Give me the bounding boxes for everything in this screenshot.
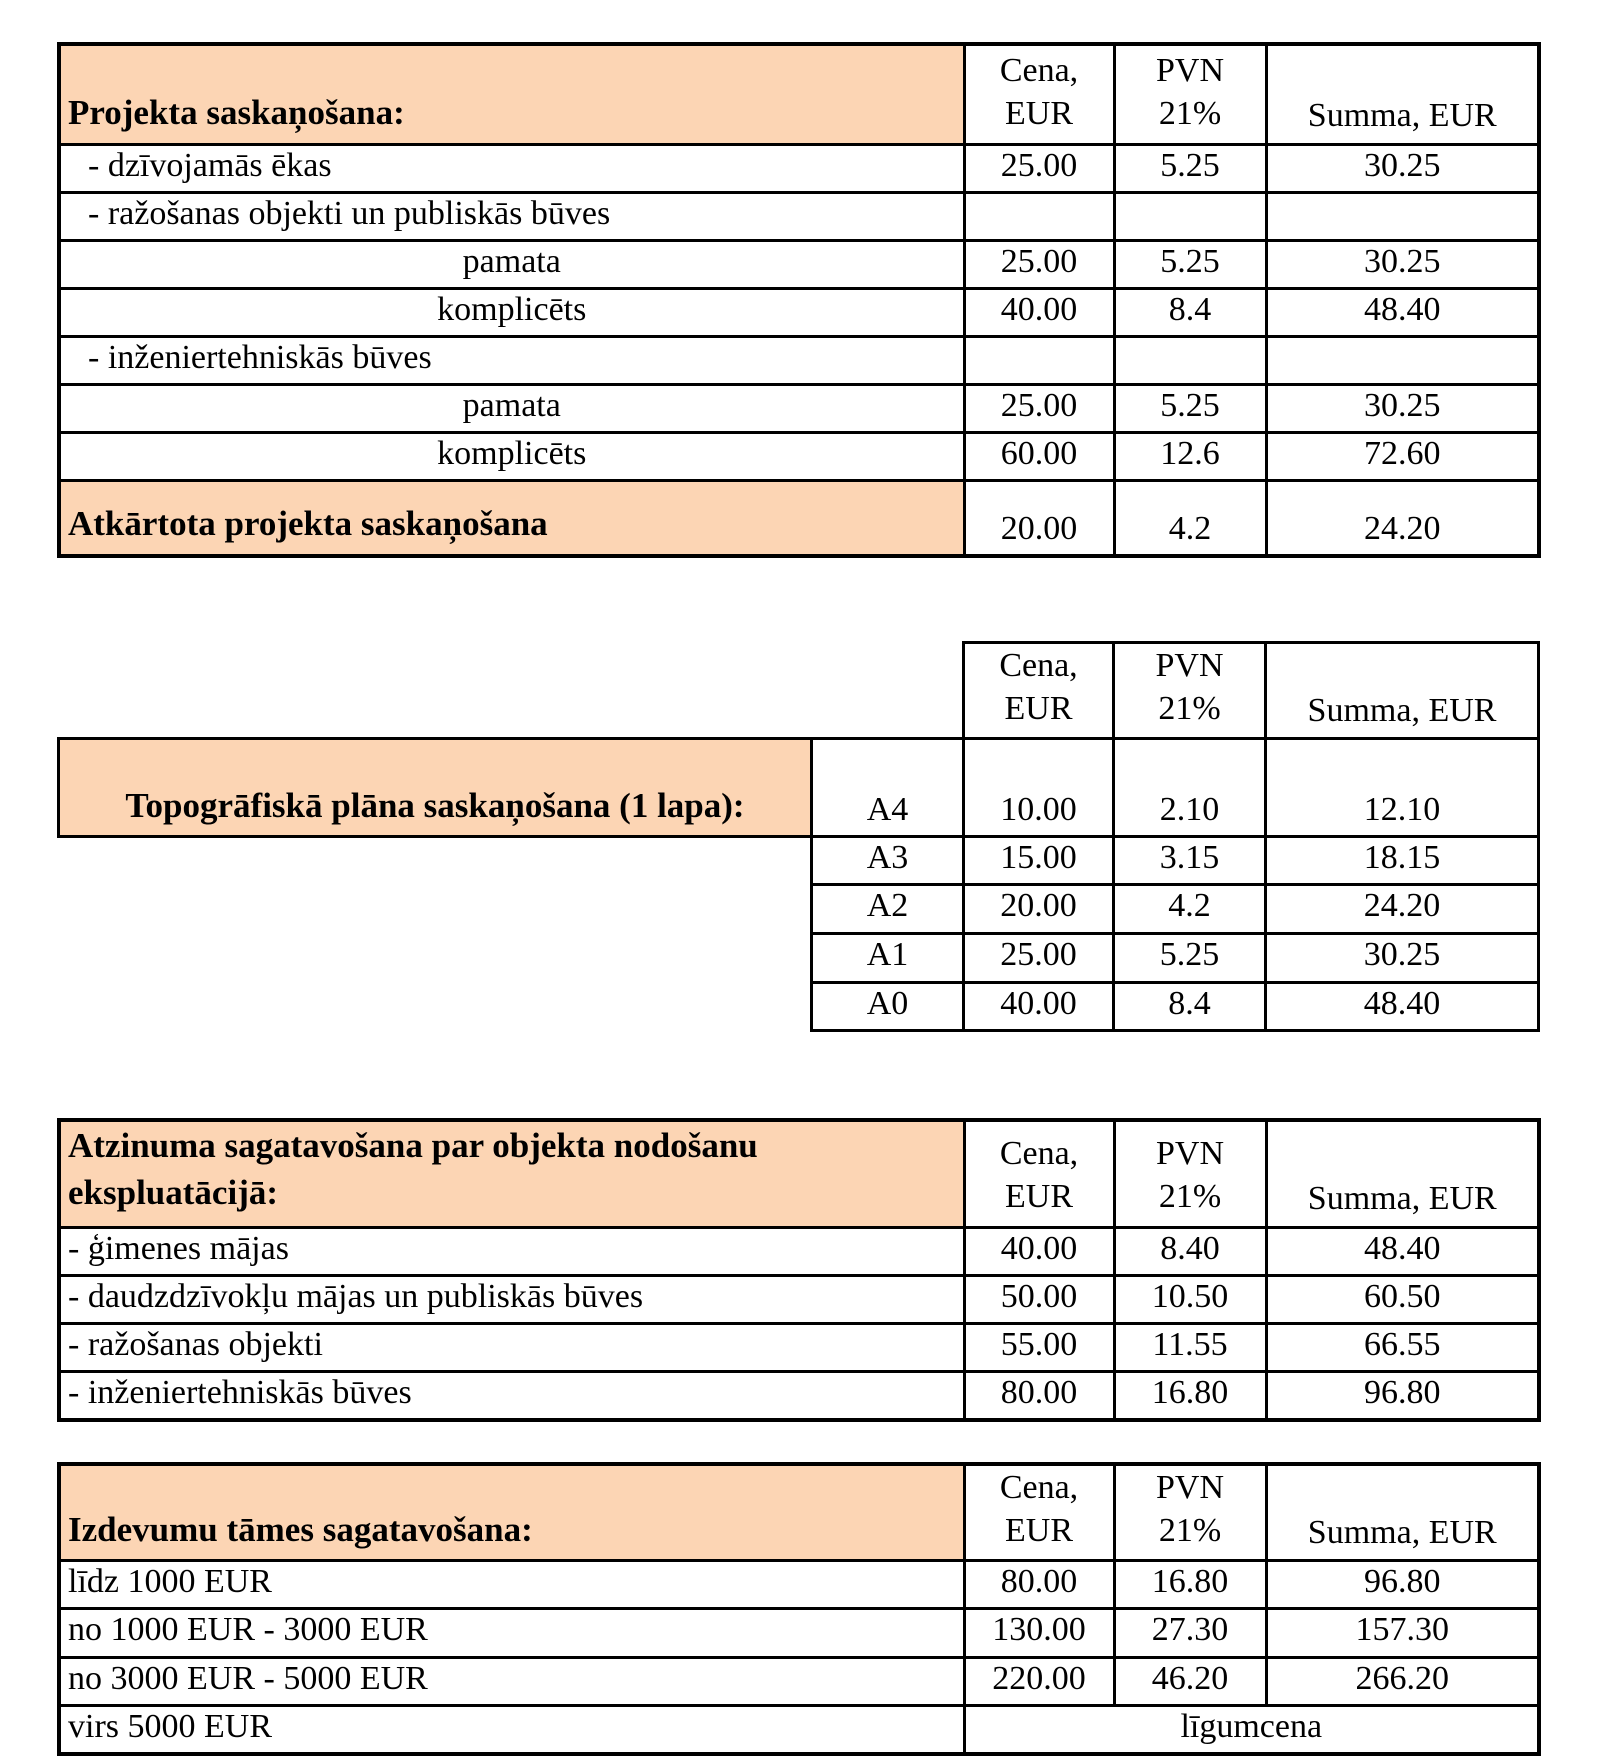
cena-value bbox=[964, 192, 1114, 240]
format-value: A1 bbox=[812, 933, 964, 982]
topografiska-plana-table bbox=[57, 641, 1540, 1032]
cena-value: 25.00 bbox=[964, 384, 1114, 432]
table-row bbox=[59, 1275, 1539, 1323]
row-label: - ražošanas objekti un publiskās būves bbox=[59, 192, 964, 240]
table-row bbox=[59, 933, 1539, 982]
summa-value: 24.20 bbox=[1266, 885, 1539, 933]
table-row bbox=[59, 1705, 1539, 1754]
col-header-pvn-line1: PVN bbox=[1155, 52, 1225, 90]
col-header-cena bbox=[964, 643, 1114, 739]
table-row bbox=[59, 739, 1539, 837]
table-row bbox=[59, 384, 1539, 432]
col-header-cena bbox=[964, 1120, 1114, 1227]
table-row bbox=[59, 1609, 1539, 1657]
table-row bbox=[59, 1657, 1539, 1705]
empty-space bbox=[59, 933, 812, 982]
row-label: - inženiertehniskās būves bbox=[59, 336, 964, 384]
cena-value: 20.00 bbox=[964, 481, 1114, 556]
table-row bbox=[59, 240, 1539, 288]
row-label: - ražošanas objekti bbox=[59, 1323, 964, 1371]
section-title-line1: Atzinuma sagatavošana par objekta nodošanu bbox=[68, 1126, 758, 1166]
row-label: - ģimenes mājas bbox=[59, 1227, 964, 1275]
pvn-value: 2.10 bbox=[1114, 739, 1266, 837]
summa-value: 66.55 bbox=[1266, 1323, 1539, 1371]
pvn-value bbox=[1114, 192, 1266, 240]
empty-space bbox=[812, 643, 964, 739]
summa-value: 48.40 bbox=[1266, 982, 1539, 1030]
cena-value: 40.00 bbox=[964, 288, 1114, 336]
cena-value: 50.00 bbox=[964, 1275, 1114, 1323]
merged-price-value: līgumcena bbox=[964, 1705, 1539, 1754]
section-title bbox=[59, 1120, 964, 1227]
table-row bbox=[59, 192, 1539, 240]
pvn-value bbox=[1114, 336, 1266, 384]
summa-value bbox=[1266, 192, 1539, 240]
empty-space bbox=[59, 982, 812, 1030]
pvn-value: 12.6 bbox=[1114, 433, 1266, 481]
summa-value bbox=[1266, 336, 1539, 384]
summa-value: 96.80 bbox=[1266, 1371, 1539, 1420]
section-title: Projekta saskaņošana: bbox=[59, 44, 964, 144]
table-header-row bbox=[59, 1464, 1539, 1561]
summa-value: 30.25 bbox=[1266, 933, 1539, 982]
col-header-cena-line1: Cena, bbox=[999, 1469, 1079, 1506]
table-row bbox=[59, 433, 1539, 481]
pvn-value: 8.4 bbox=[1114, 288, 1266, 336]
cena-value: 80.00 bbox=[964, 1561, 1114, 1609]
empty-space bbox=[59, 837, 812, 885]
col-header-pvn bbox=[1114, 643, 1266, 739]
projekta-saskanosana-table bbox=[57, 42, 1541, 558]
col-header-pvn bbox=[1114, 44, 1266, 144]
pvn-value: 10.50 bbox=[1114, 1275, 1266, 1323]
col-header-summa: Summa, EUR bbox=[1266, 1120, 1539, 1227]
col-header-pvn-line2: 21% bbox=[1158, 1512, 1222, 1550]
col-header-pvn-line2: 21% bbox=[1158, 690, 1221, 728]
cena-value: 25.00 bbox=[964, 144, 1114, 192]
row-label: pamata bbox=[59, 240, 964, 288]
table-header-row bbox=[59, 1120, 1539, 1227]
col-header-cena-line1: Cena, bbox=[999, 647, 1078, 684]
col-header-pvn-line2: 21% bbox=[1158, 1178, 1222, 1216]
table-row bbox=[59, 982, 1539, 1030]
col-header-pvn bbox=[1114, 1120, 1266, 1227]
cena-value: 40.00 bbox=[964, 982, 1114, 1030]
format-value: A2 bbox=[812, 885, 964, 933]
col-header-summa: Summa, EUR bbox=[1266, 1464, 1539, 1561]
table-footer-row bbox=[59, 481, 1539, 556]
col-header-summa: Summa, EUR bbox=[1266, 643, 1539, 739]
pvn-value: 46.20 bbox=[1114, 1657, 1266, 1705]
table-row bbox=[59, 1561, 1539, 1609]
col-header-cena-line1: Cena, bbox=[999, 1135, 1079, 1173]
pvn-value: 4.2 bbox=[1114, 885, 1266, 933]
atzinuma-table bbox=[57, 1118, 1541, 1422]
pvn-value: 3.15 bbox=[1114, 837, 1266, 885]
col-header-cena bbox=[964, 1464, 1114, 1561]
table-header-row bbox=[59, 643, 1539, 739]
cena-value: 25.00 bbox=[964, 933, 1114, 982]
section-title: Izdevumu tāmes sagatavošana: bbox=[59, 1464, 964, 1561]
col-header-cena-line1: Cena, bbox=[999, 52, 1079, 90]
col-header-cena-line2: EUR bbox=[1005, 1178, 1073, 1216]
format-value: A4 bbox=[812, 739, 964, 837]
col-header-cena-line2: EUR bbox=[1005, 95, 1073, 133]
col-header-cena-line2: EUR bbox=[1005, 1512, 1073, 1550]
format-value: A0 bbox=[812, 982, 964, 1030]
empty-space bbox=[59, 643, 812, 739]
cena-value: 15.00 bbox=[964, 837, 1114, 885]
table-row bbox=[59, 885, 1539, 933]
izdevumu-tames-table bbox=[57, 1462, 1541, 1756]
col-header-pvn-line1: PVN bbox=[1155, 1135, 1225, 1173]
table-row bbox=[59, 1227, 1539, 1275]
col-header-pvn bbox=[1114, 1464, 1266, 1561]
col-header-pvn-line1: PVN bbox=[1155, 647, 1224, 684]
pvn-value: 8.40 bbox=[1114, 1227, 1266, 1275]
section-title-line2: ekspluatācijā: bbox=[68, 1172, 278, 1212]
pvn-value: 4.2 bbox=[1114, 481, 1266, 556]
empty-space bbox=[59, 885, 812, 933]
table-row bbox=[59, 837, 1539, 885]
cena-value: 55.00 bbox=[964, 1323, 1114, 1371]
cena-value: 10.00 bbox=[964, 739, 1114, 837]
cena-value: 20.00 bbox=[964, 885, 1114, 933]
pvn-value: 5.25 bbox=[1114, 144, 1266, 192]
pvn-value: 16.80 bbox=[1114, 1561, 1266, 1609]
pvn-value: 5.25 bbox=[1114, 933, 1266, 982]
col-header-cena bbox=[964, 44, 1114, 144]
summa-value: 60.50 bbox=[1266, 1275, 1539, 1323]
row-label: virs 5000 EUR bbox=[59, 1705, 964, 1754]
col-header-pvn-line2: 21% bbox=[1158, 95, 1222, 133]
summa-value: 30.25 bbox=[1266, 144, 1539, 192]
row-label: - inženiertehniskās būves bbox=[59, 1371, 964, 1420]
summa-value: 18.15 bbox=[1266, 837, 1539, 885]
row-label: - dzīvojamās ēkas bbox=[59, 144, 964, 192]
summa-value: 48.40 bbox=[1266, 288, 1539, 336]
summa-value: 157.30 bbox=[1266, 1609, 1539, 1657]
pvn-value: 27.30 bbox=[1114, 1609, 1266, 1657]
pvn-value: 11.55 bbox=[1114, 1323, 1266, 1371]
cena-value: 40.00 bbox=[964, 1227, 1114, 1275]
pvn-value: 5.25 bbox=[1114, 384, 1266, 432]
row-label: pamata bbox=[59, 384, 964, 432]
table-row bbox=[59, 288, 1539, 336]
section-title: Topogrāfiskā plāna saskaņošana (1 lapa): bbox=[59, 739, 812, 837]
pvn-value: 8.4 bbox=[1114, 982, 1266, 1030]
col-header-cena-line2: EUR bbox=[1004, 690, 1073, 728]
table-row bbox=[59, 1371, 1539, 1420]
row-label: līdz 1000 EUR bbox=[59, 1561, 964, 1609]
summa-value: 266.20 bbox=[1266, 1657, 1539, 1705]
cena-value: 25.00 bbox=[964, 240, 1114, 288]
summa-value: 96.80 bbox=[1266, 1561, 1539, 1609]
row-label: no 3000 EUR - 5000 EUR bbox=[59, 1657, 964, 1705]
format-value: A3 bbox=[812, 837, 964, 885]
summa-value: 30.25 bbox=[1266, 384, 1539, 432]
summa-value: 12.10 bbox=[1266, 739, 1539, 837]
pvn-value: 5.25 bbox=[1114, 240, 1266, 288]
row-label: komplicēts bbox=[59, 288, 964, 336]
row-label: komplicēts bbox=[59, 433, 964, 481]
table-row bbox=[59, 144, 1539, 192]
row-label: no 1000 EUR - 3000 EUR bbox=[59, 1609, 964, 1657]
table-row bbox=[59, 1323, 1539, 1371]
cena-value: 60.00 bbox=[964, 433, 1114, 481]
table-header-row bbox=[59, 44, 1539, 144]
col-header-pvn-line1: PVN bbox=[1155, 1469, 1225, 1506]
pvn-value: 16.80 bbox=[1114, 1371, 1266, 1420]
cena-value: 220.00 bbox=[964, 1657, 1114, 1705]
summa-value: 30.25 bbox=[1266, 240, 1539, 288]
summa-value: 48.40 bbox=[1266, 1227, 1539, 1275]
table-row bbox=[59, 336, 1539, 384]
cena-value bbox=[964, 336, 1114, 384]
row-label: - daudzdzīvokļu mājas un publiskās būves bbox=[59, 1275, 964, 1323]
summa-value: 24.20 bbox=[1266, 481, 1539, 556]
cena-value: 130.00 bbox=[964, 1609, 1114, 1657]
cena-value: 80.00 bbox=[964, 1371, 1114, 1420]
col-header-summa: Summa, EUR bbox=[1266, 44, 1539, 144]
summa-value: 72.60 bbox=[1266, 433, 1539, 481]
section-title: Atkārtota projekta saskaņošana bbox=[59, 481, 964, 556]
